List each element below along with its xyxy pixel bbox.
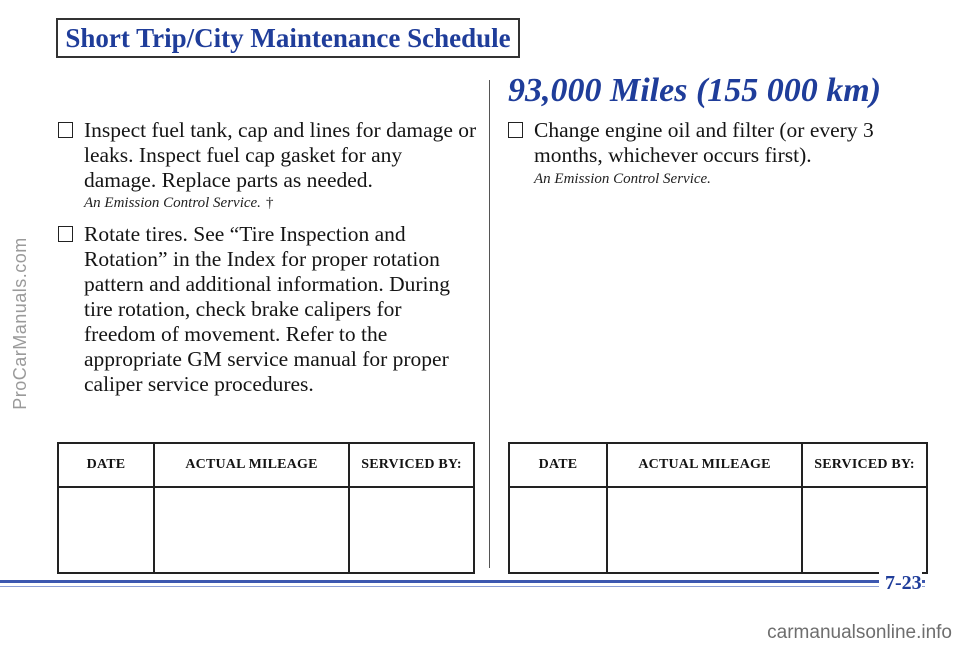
- table-header-row: [509, 443, 927, 487]
- emission-note: [534, 171, 711, 188]
- checkbox-icon: [58, 226, 73, 242]
- column-header-actual-mileage: ACTUAL MILEAGE: [154, 443, 349, 487]
- page-title: Short Trip/City Maintenance Schedule: [65, 22, 511, 53]
- column-header-actual-mileage: ACTUAL MILEAGE: [607, 443, 802, 487]
- side-watermark: [6, 0, 34, 646]
- column-header-date: DATE: [58, 443, 154, 487]
- date-entry-cell[interactable]: [58, 487, 154, 573]
- note-text: An Emission Control Service.: [534, 171, 711, 187]
- footer-rule-thin: [0, 586, 925, 587]
- table-row: [509, 487, 927, 573]
- checkbox-icon: [508, 122, 523, 138]
- task-change-engine-oil: [508, 118, 918, 168]
- service-log-table-right: [508, 442, 928, 574]
- checkbox-icon: [58, 122, 73, 138]
- table-header-row: [58, 443, 474, 487]
- column-header-serviced-by: SERVICED BY:: [349, 443, 474, 487]
- task-text: Rotate tires. See “Tire Inspection and Rotation” in the Index for proper rotation pattern and additional information. During tire rotation, check brake calipers for freedom of movement. Refer to the appropriate GM service manual for proper caliper service procedures.: [84, 222, 451, 396]
- page-title-box: [56, 18, 520, 58]
- task-text: Inspect fuel tank, cap and lines for damage or leaks. Inspect fuel cap gasket for any damage. Replace parts as needed.: [84, 118, 477, 192]
- bottom-watermark: carmanualsonline.info: [767, 622, 952, 643]
- table-row: [58, 487, 474, 573]
- serviced-by-entry-cell[interactable]: [349, 487, 474, 573]
- dagger-mark: †: [265, 195, 274, 211]
- task-inspect-fuel-tank: [58, 118, 478, 193]
- column-header-date: DATE: [509, 443, 607, 487]
- column-header-serviced-by: SERVICED BY:: [802, 443, 927, 487]
- emission-note: [84, 195, 273, 212]
- mileage-entry-cell[interactable]: [154, 487, 349, 573]
- task-text: Change engine oil and filter (or every 3 months, whichever occurs first).: [534, 118, 874, 167]
- section-heading: 93,000 Miles (155 000 km): [508, 72, 882, 109]
- service-log-table-left: [57, 442, 475, 574]
- column-divider: [489, 80, 490, 568]
- note-text: An Emission Control Service.: [84, 195, 261, 211]
- side-watermark-text: ProCarManuals.com: [9, 236, 30, 410]
- mileage-entry-cell[interactable]: [607, 487, 802, 573]
- date-entry-cell[interactable]: [509, 487, 607, 573]
- footer-rule: [0, 580, 925, 583]
- serviced-by-entry-cell[interactable]: [802, 487, 927, 573]
- task-rotate-tires: [58, 222, 478, 397]
- page-number: 7-23: [879, 572, 922, 595]
